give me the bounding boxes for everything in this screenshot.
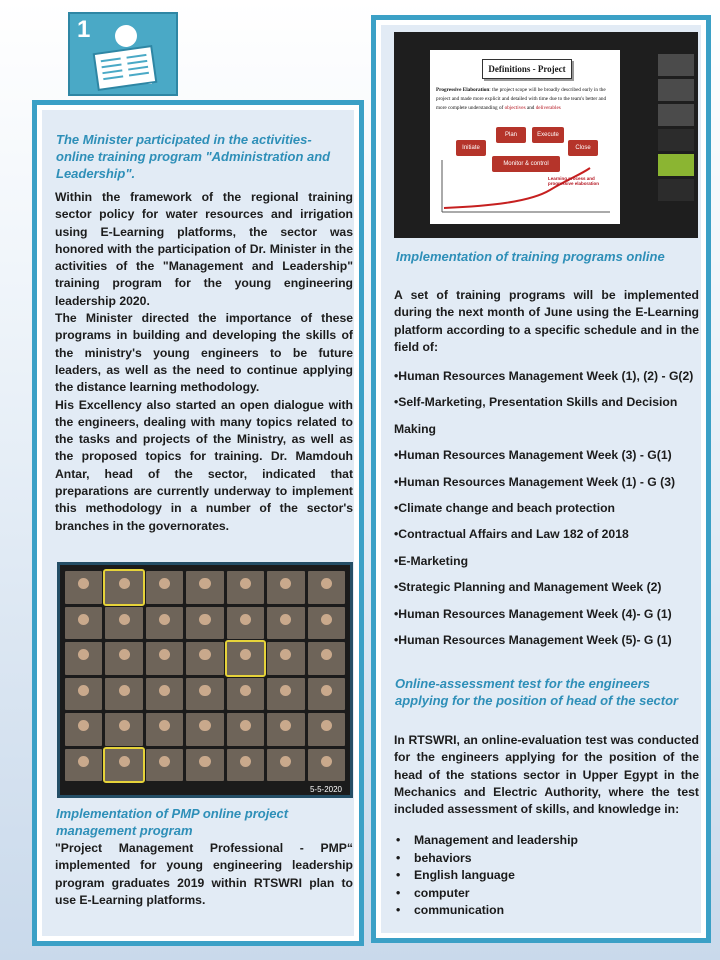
participant-tile	[186, 571, 223, 604]
course-item: •Contractual Affairs and Law 182 of 2018	[394, 527, 629, 542]
course-item: •Climate change and beach protection	[394, 501, 615, 516]
pmp-heading: Implementation of PMP online project management program	[56, 806, 289, 838]
section-number-badge	[68, 12, 178, 96]
slide-objectives: objectives	[504, 105, 526, 111]
participant-thumb	[658, 104, 694, 126]
elaboration-curve	[430, 50, 620, 224]
slide-description: : the project scope will be broadly described early in the project and made more explicit and detailed with time due to the team's better and more complete understanding of	[436, 87, 607, 111]
participant-tile	[146, 678, 183, 711]
process-initiate: Initiate	[456, 140, 486, 156]
newspaper-reader-icon	[70, 14, 176, 94]
course-item: •Strategic Planning and Management Week (2)	[394, 580, 662, 595]
participant-tile	[267, 713, 304, 746]
participant-tile	[146, 749, 183, 782]
slide-title: Definitions - Project	[482, 59, 572, 79]
participant-tile	[146, 642, 183, 675]
participant-tile	[227, 607, 264, 640]
participant-tile	[308, 571, 345, 604]
participant-tile	[105, 571, 142, 604]
participant-tile	[105, 642, 142, 675]
participant-tile	[65, 607, 102, 640]
participant-tile	[186, 749, 223, 782]
participant-tile	[65, 749, 102, 782]
course-item: •E-Marketing	[394, 553, 469, 568]
slide-lead: Progressive Elaboration	[436, 87, 490, 93]
photo-date: 5-5-2020	[309, 785, 342, 794]
minister-article-body	[55, 189, 353, 535]
minister-article-panel	[32, 100, 364, 946]
skill-label: English language	[414, 868, 515, 883]
paragraph-1: Within the framework of the regional training sector policy for water resources and irrigation using E-Learning platforms, the sector was honored with the participation of Dr. Minister in the activities of the "Management and Leadership" training program for the young engineering leadership 2020.	[55, 190, 353, 308]
participant-tile	[267, 642, 304, 675]
participant-tile	[267, 607, 304, 640]
assessment-heading: Online-assessment test for the engineers applying for the position of head of the sector	[395, 676, 679, 708]
skill-label: computer	[414, 885, 470, 900]
presentation-slide	[430, 50, 620, 224]
course-list	[394, 363, 699, 653]
skill-item	[394, 902, 699, 920]
participant-tile	[65, 642, 102, 675]
training-programs-inner	[381, 25, 701, 933]
participant-tile	[146, 571, 183, 604]
bullet: •	[396, 850, 401, 865]
training-programs-panel	[371, 15, 711, 943]
participant-tile	[308, 678, 345, 711]
participant-tile	[65, 571, 102, 604]
participant-tile	[267, 571, 304, 604]
participant-tile	[308, 642, 345, 675]
participant-tile	[146, 713, 183, 746]
slide-and: and	[525, 105, 536, 111]
participant-tile	[227, 678, 264, 711]
assessment-body: In RTSWRI, an online-evaluation test was conducted for the engineers applying for the position of the head of the stations sector in Upper Egypt in the Mechanics and Electric Authority, where the test included assessment of skills, and knowledge in:	[394, 733, 699, 817]
participant-thumb	[658, 179, 694, 201]
participant-tile	[308, 607, 345, 640]
course-item: •Human Resources Management Week (3) - G(1)	[394, 448, 672, 463]
process-execute: Execute	[532, 127, 564, 143]
participant-thumb	[658, 129, 694, 151]
course-item: •Human Resources Management Week (1) - G (3)	[394, 474, 676, 489]
online-lecture-screenshot	[394, 32, 698, 238]
section-number: 1	[77, 16, 91, 43]
participant-tile	[186, 642, 223, 675]
training-programs-intro: A set of training programs will be implemented during the next month of June using the E-Learning platform according to a specific schedule and in the field of:	[394, 288, 699, 354]
process-close: Close	[568, 140, 598, 156]
curve-label: Learning process and progressive elaboration	[548, 176, 600, 186]
participant-thumb	[658, 54, 694, 76]
skill-label: Management and leadership	[414, 833, 578, 847]
meeting-side-tiles	[658, 54, 694, 204]
participant-tile	[186, 713, 223, 746]
process-plan: Plan	[496, 127, 526, 143]
participant-grid	[65, 571, 345, 781]
participant-tile	[65, 713, 102, 746]
skill-label: behaviors	[414, 850, 472, 865]
course-item: •Human Resources Management Week (1), (2) - G(2)	[394, 369, 694, 383]
participant-tile	[186, 607, 223, 640]
minister-article-inner	[42, 110, 354, 936]
pmp-body: "Project Management Professional - PMP“ implemented for young engineering leadership program graduates 2019 within RTSWRI plan to use E-Learning platforms.	[55, 841, 353, 907]
skill-label: communication	[414, 903, 505, 918]
course-item: •Human Resources Management Week (5)- G (1)	[394, 633, 672, 648]
skill-item	[394, 885, 699, 903]
minister-article-heading: The Minister participated in the activities- online training program "Administration and Leadership".	[56, 132, 331, 181]
paragraph-3: His Excellency also started an open dialogue with the engineers, dealing with many topics related to the tasks and projects of the Ministry, as well as the proposed topics for training. Dr. Mamdouh Antar, head of the sector, indicated that preparations are currently underway to implement this methodology in a number of the sector's branches in the governorates.	[55, 397, 353, 533]
skills-list	[394, 832, 699, 920]
skill-item	[394, 832, 699, 850]
participant-tile	[65, 678, 102, 711]
participant-tile	[105, 749, 142, 782]
participant-tile	[227, 713, 264, 746]
process-monitor: Monitor & control	[492, 156, 560, 172]
participant-thumb	[658, 154, 694, 176]
bullet: •	[396, 885, 401, 900]
course-item: •Human Resources Management Week (4)- G (1)	[394, 606, 672, 621]
skill-item	[394, 867, 699, 885]
slide-deliverables: deliverables	[535, 105, 561, 111]
participant-tile	[105, 713, 142, 746]
participant-tile	[267, 749, 304, 782]
skill-item	[394, 850, 699, 868]
participant-tile	[308, 713, 345, 746]
participant-tile	[267, 678, 304, 711]
bullet: •	[396, 833, 401, 847]
participant-thumb	[658, 79, 694, 101]
participant-tile	[308, 749, 345, 782]
participant-tile	[105, 678, 142, 711]
training-programs-heading: Implementation of training programs online	[396, 249, 665, 264]
course-item: •Self-Marketing, Presentation Skills and Decision Making	[394, 395, 678, 436]
video-call-gallery-photo	[57, 562, 353, 798]
participant-tile	[186, 678, 223, 711]
participant-tile	[227, 571, 264, 604]
paragraph-2: The Minister directed the importance of these programs in building and developing the skills of the ministry's young engineers to be future leaders, as well as the need to continue applying the distance learning methodology.	[55, 311, 353, 395]
bullet: •	[396, 903, 401, 918]
participant-tile	[146, 607, 183, 640]
participant-tile	[227, 749, 264, 782]
bullet: •	[396, 868, 401, 883]
participant-tile	[105, 607, 142, 640]
participant-tile	[227, 642, 264, 675]
